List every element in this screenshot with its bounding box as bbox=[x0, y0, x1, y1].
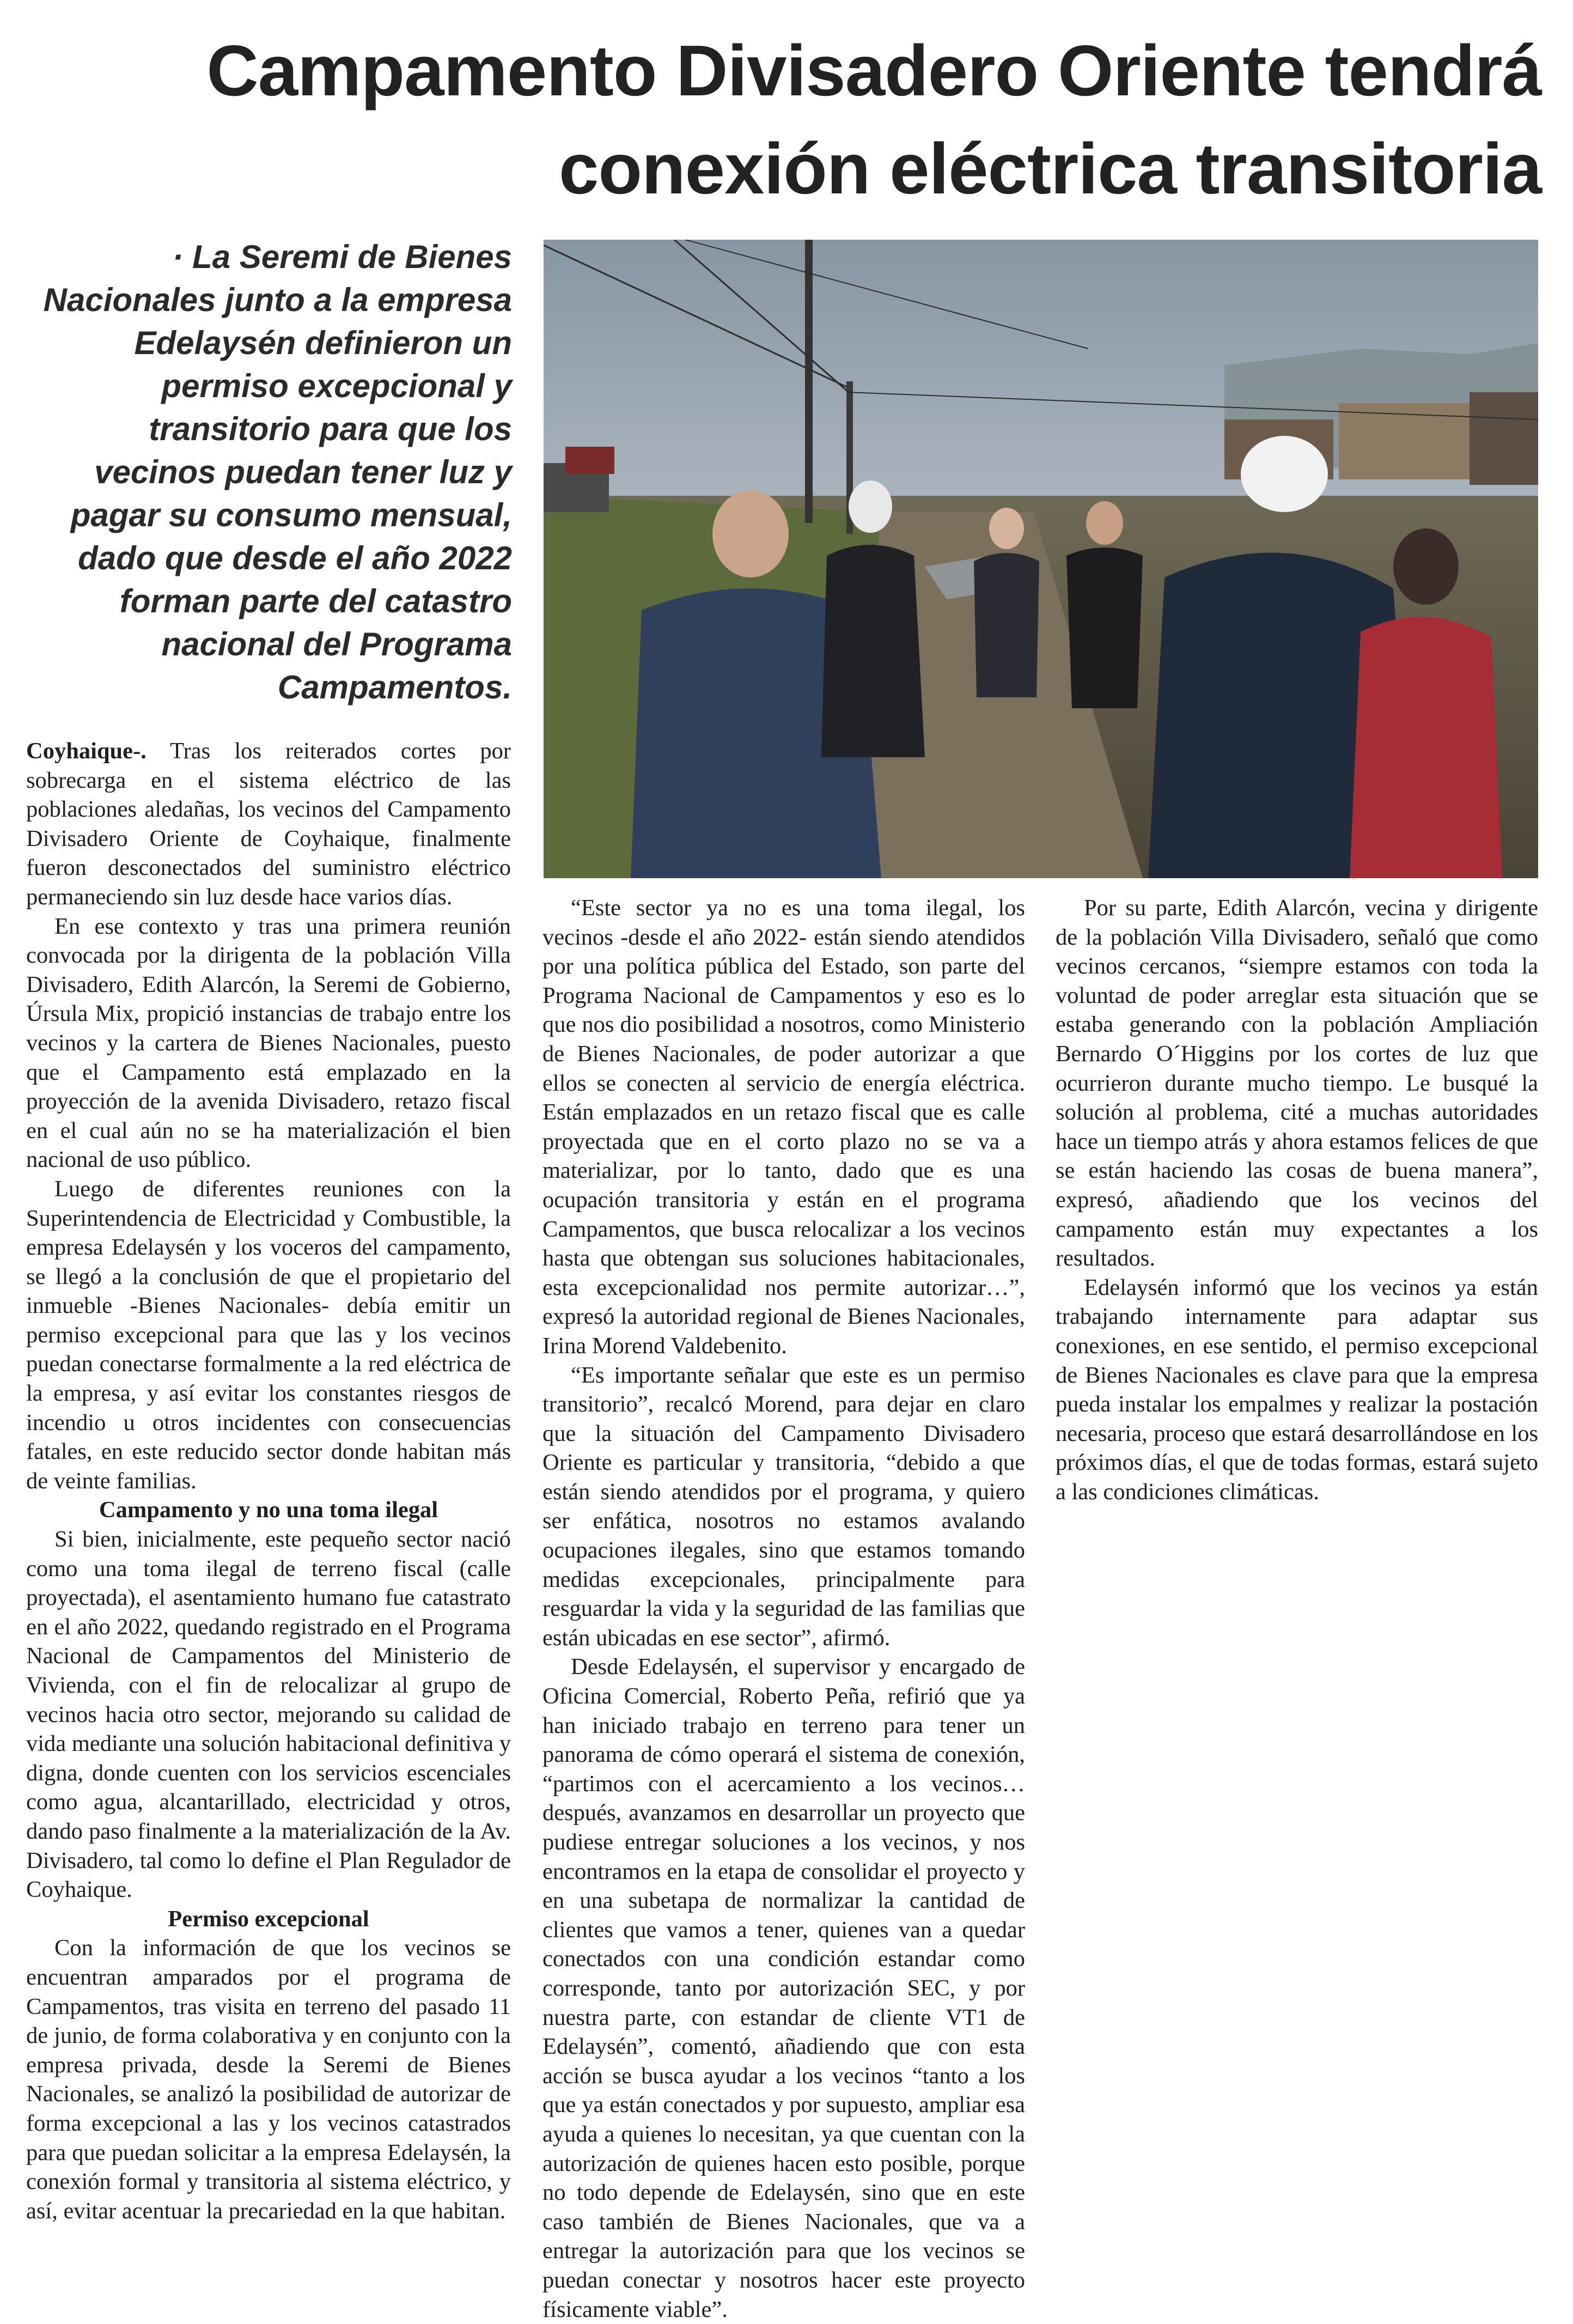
article-paragraph-4: Si bien, inicialmente, este pequeño sector nació como una toma ilegal de terreno fiscal (calle proyectada), el asentamiento humano fue catastrato en el año 2022, quedando registrado en el Programa Nacional de Campamentos del Ministerio de Vivienda, con el fin de relocalizar al grupo de vecinos hacia otro sector, mejorando su calidad de vida mediante una solución habitacional definitiva y digna, donde cuenten con los servicios escenciales como agua, alcantarillado, electricidad y otros, dando paso finalmente a la materialización de la Av. Divisadero, tal como lo define el Plan Regulador de Coyhaique. bbox=[26, 1526, 511, 1903]
article-photo bbox=[544, 240, 1538, 878]
headline-line-2: conexión eléctrica transitoria bbox=[558, 129, 1541, 209]
article-paragraph-10: Edelaysén informó que los vecinos ya están trabajando internamente para adaptar sus conexiones, en ese sentido, el permiso excepcional de Bienes Nacionales es clave para que la empresa pueda instalar los empalmes y realizar la postación necesaria, proceso que estará desarrollándose en los próximos días, el que de todas formas, estará sujeto a las condiciones climáticas. bbox=[1056, 1274, 1538, 1505]
article-headline bbox=[49, 22, 1541, 218]
article-paragraph-3: Luego de diferentes reuniones con la Superintendencia de Electricidad y Combustible, la empresa Edelaysén y los voceros del campamento, se llegó a la conclusión de que el propietario del inmueble -Bienes Nacionales- debía emitir un permiso excepcional para que las y los vecinos puedan conectarse formalmente a la red eléctrica de la empresa, y así evitar los constantes riesgos de incendio u otros incidentes con consecuencias fatales, en este reducido sector donde habitan más de veinte familias. bbox=[26, 1176, 511, 1494]
article-paragraph-9: Por su parte, Edith Alarcón, vecina y dirigente de la población Villa Divisadero, señaló que como vecinos cercanos, “siempre estamos con toda la voluntad de poder arreglar esta situación que se estaba generando con la población Ampliación Bernardo O´Higgins por los cortes de luz que ocurrieron durante mucho tiempo. Le busqué la solución al problema, cité a muchas autoridades hace un tiempo atrás y ahora estamos felices de que se están haciendo las cosas de buena manera”, expresó, añadiendo que los vecinos del campamento están muy expectantes a los resultados. bbox=[1056, 895, 1538, 1271]
article-paragraph-5 bbox=[26, 1933, 511, 2225]
article-paragraph-2: En ese contexto y tras una primera reunión convocada por la dirigenta de la población Villa Divisadero, Edith Alarcón, la Seremi de Gobierno, Úrsula Mix, propició instancias de trabajo entre los vecinos y la cartera de Bienes Nacionales, puesto que el Campamento está emplazado en la proyección de la avenida Divisadero, retazo fiscal en el cual aún no se ha materialización el bien nacional de uso público. bbox=[26, 913, 511, 1173]
subheading-permiso: Permiso excepcional bbox=[168, 1906, 369, 1932]
subheading-campamento: Campamento y no una toma ilegal bbox=[99, 1497, 438, 1523]
article-column-1 bbox=[26, 737, 511, 2225]
article-column-3 bbox=[1056, 893, 1538, 1506]
article-paragraph-6: “Este sector ya no es una toma ilegal, los vecinos -desde el año 2022- están siendo atendidos por una política pública del Estado, son parte del Programa Nacional de Campamentos y eso es lo que nos dio posibilidad a nosotros, como Ministerio de Bienes Nacionales, de poder autorizar a que ellos se conecten al servicio de energía eléctrica. Están emplazados en un retazo fiscal que es calle proyectada que en el corto plazo no se va a materializar, por lo tanto, dado que es una ocupación transitoria y están en el programa Campamentos, que busca relocalizar a los vecinos hasta que obtengan sus soluciones habitacionales, esta excepcionalidad nos permite autorizar…”, expresó la autoridad regional de Bienes Nacionales, Irina Morend Valdebenito. bbox=[542, 895, 1025, 1359]
article-paragraph-8: Desde Edelaysén, el supervisor y encargado de Oficina Comercial, Roberto Peña, refirió que ya han iniciado trabajo en terreno para tener un panorama de cómo operará el sistema de conexión, “partimos con el acercamiento a los vecinos…después, avanzamos en desarrollar un proyecto que pudiese entregar soluciones a los vecinos, y nos encontramos en la etapa de consolidar el proyecto y en una subetapa de normalizar la cantidad de clientes que vamos a tener, quienes van a quedar conectados con una condición estandar como corresponde, tanto por autorización SEC, y por nuestra parte, con estandar de cliente VT1 de Edelaysén”, comentó, añadiendo que con esta acción se busca ayudar a los vecinos “tanto a los que ya están conectados y por supuesto, ampliar esa ayuda a quienes lo necesitan, ya que cuentan con la autorización de quienes hacen esto posible, porque no todo depende de Edelaysén, sino que en este caso también de Bienes Nacionales, que va a entregar la autorización para que los vecinos se puedan conectar y nosotros hacer este proyecto físicamente viable”. bbox=[542, 1654, 1025, 2322]
paragraph-5-text: Con la información de que los vecinos se encuentran amparados por el programa de Campamentos, tras visita en terreno del pasado 11 de junio, de forma colaborativa y en conjunto con la empresa privada, desde la Seremi de Bienes Nacionales, se analizó la posibilidad de autorizar de forma excepcional a las y los vecinos catastrados para que puedan solicitar a la empresa Edelaysén, la conexión formal y transitoria al sistema eléctrico, y así, evitar acentuar la precariedad en la que habitan. bbox=[26, 1935, 511, 2224]
headline-line-1: Campamento Divisadero Oriente tendrá bbox=[206, 31, 1541, 111]
article-lead: · La Seremi de Bienes Nacionales junto a la empresa Edelaysén definieron un permiso excepcional y transitorio para que los vecinos puedan tener luz y pagar su consumo mensual, dado que desde el año 2022 forman parte del catastro nacional del Programa Campamentos. bbox=[43, 239, 512, 705]
photo-outdoor-meeting-icon bbox=[544, 240, 1538, 878]
paragraph-1-text: Tras los reiterados cortes por sobrecarga en el sistema eléctrico de las poblaciones aledañas, los vecinos del Campamento Divisadero Oriente de Coyhaique, finalmente fueron desconectados del suministro eléctrico permaneciendo sin luz desde hace varios días. bbox=[26, 738, 511, 910]
article-paragraph-1 bbox=[26, 737, 511, 912]
dateline: Coyhaique-. bbox=[26, 738, 147, 764]
article-column-2 bbox=[542, 893, 1025, 2324]
article-paragraph-7: “Es importante señalar que este es un permiso transitorio”, recalcó Morend, para dejar en claro que la situación del Campamento Divisadero Oriente es particular y transitoria, “debido a que están siendo atendidos por el programa, y quiero ser enfática, nosotros no estamos avalando ocupaciones ilegales, sino que estamos tomando medidas excepcionales, principalmente para resguardar la vida y la seguridad de las familias que están ubicadas en ese sector”, afirmó. bbox=[542, 1362, 1025, 1651]
